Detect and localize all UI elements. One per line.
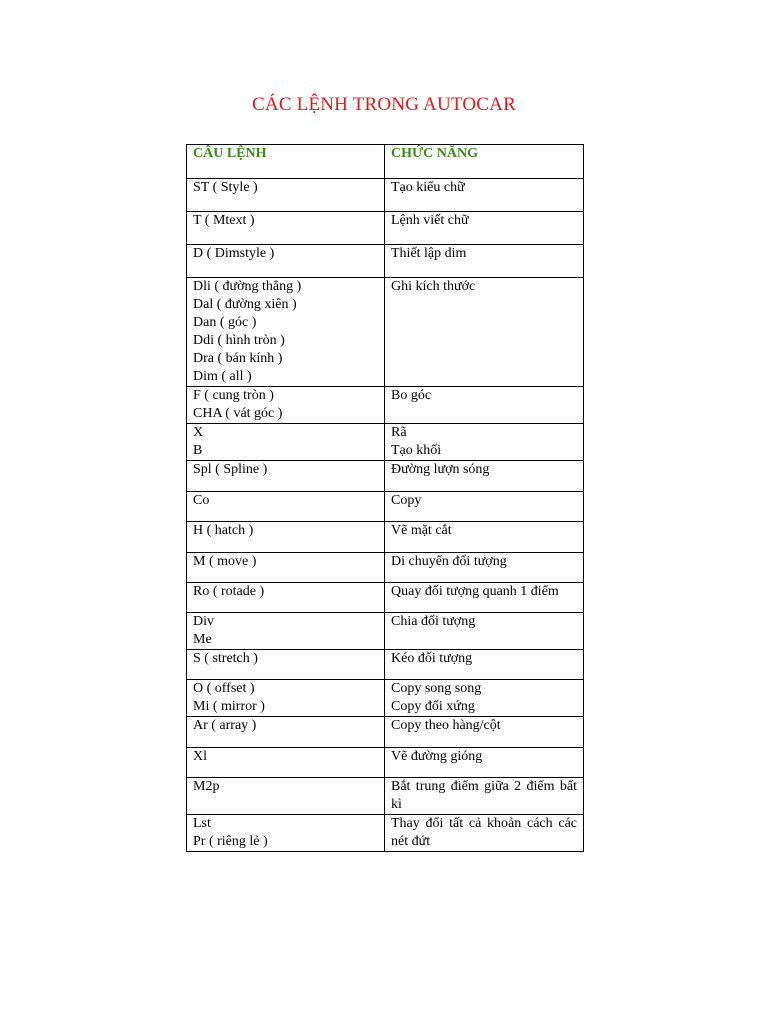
command-cell <box>187 778 385 815</box>
function-cell <box>385 461 584 492</box>
command-cell <box>187 583 385 613</box>
table-row <box>187 387 584 424</box>
table-row <box>187 778 584 815</box>
command-cell <box>187 278 385 387</box>
header-function: CHỨC NĂNG <box>385 145 584 179</box>
function-text: Kéo đối tượng <box>391 651 473 666</box>
table-row <box>187 650 584 680</box>
function-text: Vẽ đường gióng <box>391 749 483 764</box>
command-cell <box>187 650 385 680</box>
table-row <box>187 680 584 717</box>
table-row <box>187 553 584 583</box>
command-cell <box>187 212 385 245</box>
table-row <box>187 815 584 852</box>
function-cell <box>385 583 584 613</box>
function-text: Copy <box>391 493 422 508</box>
command-text: ST ( Style ) <box>193 180 258 195</box>
command-text: M2p <box>193 779 220 794</box>
table-row <box>187 583 584 613</box>
command-text: Ro ( rotade ) <box>193 584 265 599</box>
function-cell <box>385 748 584 778</box>
commands-table <box>186 144 584 852</box>
command-text: Dal ( đường xiên ) <box>193 297 297 312</box>
table-row <box>187 492 584 522</box>
function-cell <box>385 278 584 387</box>
function-text: Tạo kiểu chữ <box>391 180 465 195</box>
command-cell <box>187 492 385 522</box>
function-cell <box>385 553 584 583</box>
command-cell <box>187 815 385 852</box>
command-cell <box>187 424 385 461</box>
command-cell <box>187 245 385 278</box>
function-text: Rã <box>391 425 407 440</box>
table-row <box>187 613 584 650</box>
function-cell <box>385 680 584 717</box>
command-text: Me <box>193 632 212 647</box>
command-cell <box>187 179 385 212</box>
table-row <box>187 522 584 553</box>
function-text: Lệnh viết chữ <box>391 213 469 228</box>
function-cell <box>385 245 584 278</box>
function-cell <box>385 522 584 553</box>
table-row <box>187 245 584 278</box>
command-text: Xl <box>193 749 207 764</box>
table-row <box>187 748 584 778</box>
function-text: Thiết lập dim <box>391 246 467 261</box>
command-text: X <box>193 425 204 440</box>
function-text: Copy theo hàng/cột <box>391 718 501 733</box>
command-cell <box>187 553 385 583</box>
command-cell <box>187 613 385 650</box>
command-cell <box>187 680 385 717</box>
command-text: B <box>193 443 203 458</box>
function-text: Copy song song <box>391 681 482 696</box>
function-text: Tạo khối <box>391 443 442 458</box>
function-cell <box>385 492 584 522</box>
command-cell <box>187 461 385 492</box>
function-text: Đường lượn sóng <box>391 462 490 477</box>
function-text: Di chuyển đối tượng <box>391 554 507 569</box>
command-text: T ( Mtext ) <box>193 213 255 228</box>
function-text: Ghi kích thước <box>391 279 476 294</box>
table-header-row <box>187 145 584 179</box>
table-row <box>187 278 584 387</box>
command-text: Spl ( Spline ) <box>193 462 268 477</box>
table-row <box>187 179 584 212</box>
function-cell <box>385 717 584 748</box>
function-cell <box>385 212 584 245</box>
command-text: H ( hatch ) <box>193 523 254 538</box>
command-text: S ( stretch ) <box>193 651 258 666</box>
function-cell <box>385 424 584 461</box>
command-text: M ( move ) <box>193 554 257 569</box>
command-text: Div <box>193 614 214 629</box>
command-text: Dra ( bán kính ) <box>193 351 283 366</box>
function-text: Vẽ mặt cắt <box>391 523 452 538</box>
command-cell <box>187 717 385 748</box>
command-cell <box>187 748 385 778</box>
command-text: Dan ( góc ) <box>193 315 257 330</box>
function-cell <box>385 650 584 680</box>
function-text: Quay đối tượng quanh 1 điểm <box>391 584 559 599</box>
function-text: Copy đối xứng <box>391 699 475 714</box>
command-cell <box>187 387 385 424</box>
command-text: Ar ( array ) <box>193 718 257 733</box>
command-text: Ddi ( hình tròn ) <box>193 333 285 348</box>
function-cell <box>385 778 584 815</box>
command-text: O ( offset ) <box>193 681 255 696</box>
command-text: D ( Dimstyle ) <box>193 246 275 261</box>
command-text: Co <box>193 493 210 508</box>
page-title: CÁC LỆNH TRONG AUTOCAR <box>252 94 516 115</box>
function-cell <box>385 613 584 650</box>
command-text: CHA ( vát góc ) <box>193 406 283 421</box>
function-cell <box>385 815 584 852</box>
function-text: Thay đổi tất cả khoản cách các nét đứt <box>391 816 577 849</box>
command-cell <box>187 522 385 553</box>
header-command: CÂU LỆNH <box>187 145 385 179</box>
command-text: Mi ( mirror ) <box>193 699 265 714</box>
command-text: Dim ( all ) <box>193 369 252 384</box>
command-text: Pr ( riêng lẻ ) <box>193 834 268 849</box>
table-row <box>187 212 584 245</box>
table-row <box>187 717 584 748</box>
command-text: Dli ( đường thẳng ) <box>193 279 302 294</box>
function-text: Chia đối tượng <box>391 614 476 629</box>
table-row <box>187 424 584 461</box>
table-row <box>187 461 584 492</box>
function-cell <box>385 179 584 212</box>
command-text: F ( cung tròn ) <box>193 388 274 403</box>
command-text: Lst <box>193 816 211 831</box>
function-cell <box>385 387 584 424</box>
function-text: Bắt trung điểm giữa 2 điểm bất kì <box>391 779 577 812</box>
function-text: Bo góc <box>391 388 432 403</box>
